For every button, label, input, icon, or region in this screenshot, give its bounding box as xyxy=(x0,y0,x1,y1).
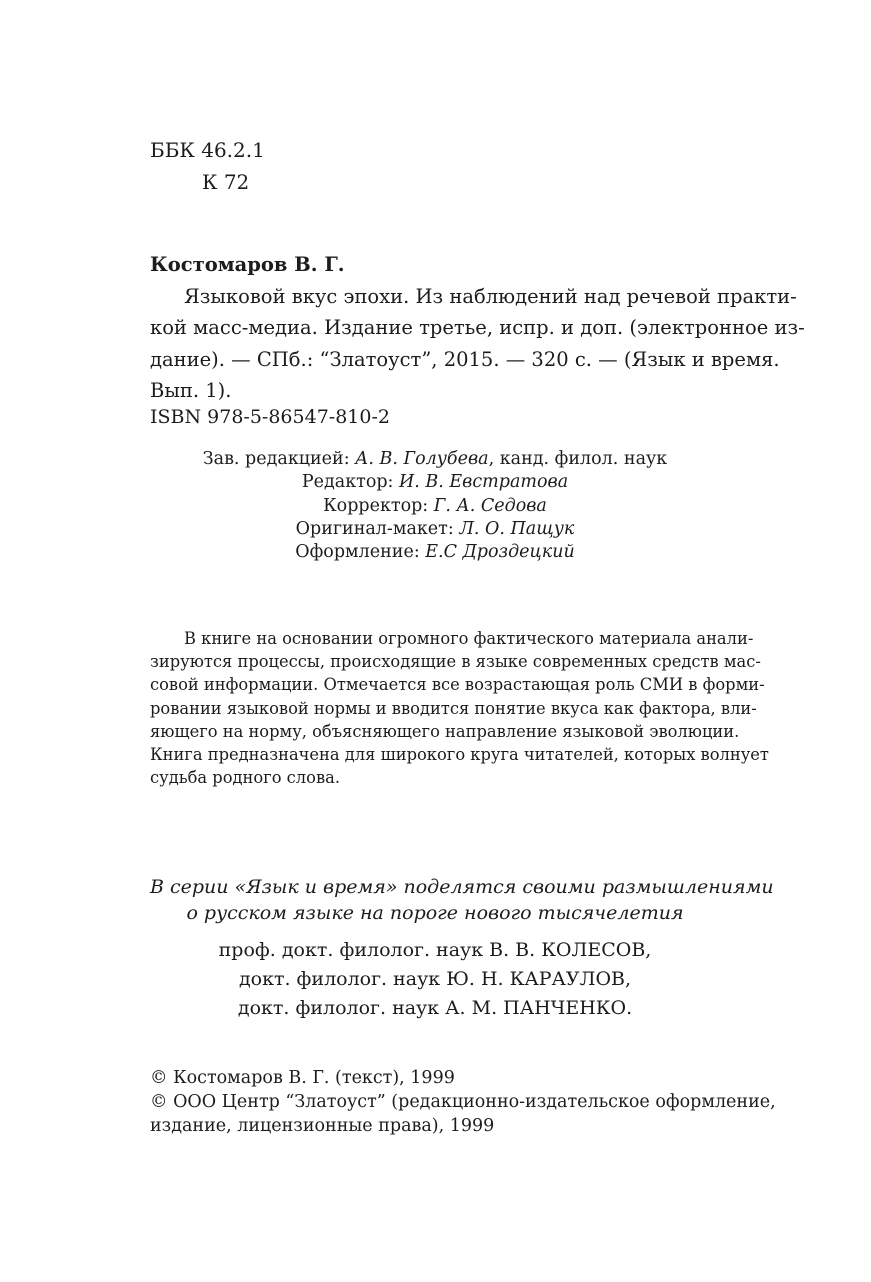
annotation-line: судьба родного слова. xyxy=(150,768,340,788)
credit-name: Г. А. Седова xyxy=(433,495,547,516)
copyright-line: © ООО Центр “Златоуст” (редакционно-издательское оформление, xyxy=(150,1092,776,1112)
credit-line xyxy=(150,471,720,494)
bbk-code: ББК 46.2.1 xyxy=(150,138,265,162)
credit-role: Оригинал-макет: xyxy=(295,518,460,539)
credit-name: Л. О. Пащук xyxy=(459,518,575,539)
series-note xyxy=(150,874,774,926)
annotation xyxy=(150,627,769,789)
record-line: Языковой вкус эпохи. Из наблюдений над речевой практи- xyxy=(184,284,797,308)
series-line: В серии «Язык и время» поделятся своими размышлениями xyxy=(150,876,774,898)
credit-role: Зав. редакцией: xyxy=(202,449,356,469)
credit-name: Е.С Дроздецкий xyxy=(425,542,575,563)
credit-line xyxy=(150,495,720,518)
credits-block xyxy=(150,448,720,564)
annotation-line: яющего на норму, объясняющего направление языковой эволюции. xyxy=(150,721,740,741)
credit-role: Редактор: xyxy=(301,472,400,493)
isbn: ISBN 978-5-86547-810-2 xyxy=(150,406,390,428)
annotation-line: зируются процессы, происходящие в языке современных средств мас- xyxy=(150,652,761,672)
credit-line xyxy=(150,541,720,564)
credit-extra: , канд. филол. наук xyxy=(488,449,668,469)
annotation-line: В книге на основании огромного фактического материала анали- xyxy=(184,629,754,648)
credit-line xyxy=(150,518,720,541)
credit-role: Корректор: xyxy=(323,495,434,516)
series-author: докт. филолог. наук Ю. Н. КАРАУЛОВ, xyxy=(238,968,632,990)
annotation-line: Книга предназначена для широкого круга читателей, которых волнует xyxy=(150,745,769,765)
bibliographic-record xyxy=(150,249,805,407)
record-line: кой масс-медиа. Издание третье, испр. и доп. (электронное из- xyxy=(150,316,805,339)
series-line: о русском языке на пороге нового тысячелетия xyxy=(186,902,684,924)
record-line: Вып. 1). xyxy=(150,379,232,402)
series-authors xyxy=(150,936,720,1023)
series-author: проф. докт. филолог. наук В. В. КОЛЕСОВ, xyxy=(218,939,652,961)
classification-block xyxy=(150,134,265,198)
credit-line xyxy=(150,448,720,471)
annotation-line: совой информации. Отмечается все возрастающая роль СМИ в форми- xyxy=(150,675,765,695)
record-line: дание). — СПб.: “Златоуст”, 2015. — 320 с. — (Язык и время. xyxy=(150,347,780,371)
credit-name: И. В. Евстратова xyxy=(399,472,569,493)
copyright-block xyxy=(150,1066,776,1138)
credit-name: А. В. Голубева xyxy=(355,449,489,469)
credit-role: Оформление: xyxy=(295,542,426,563)
author-mark: К 72 xyxy=(202,170,250,194)
copyright-line: издание, лицензионные права), 1999 xyxy=(150,1116,495,1136)
record-author: Костомаров В. Г. xyxy=(150,253,345,276)
copyright-line: © Костомаров В. Г. (текст), 1999 xyxy=(150,1068,455,1088)
annotation-line: ровании языковой нормы и вводится понятие вкуса как фактора, вли- xyxy=(150,698,757,718)
series-author: докт. филолог. наук А. М. ПАНЧЕНКО. xyxy=(237,997,633,1019)
